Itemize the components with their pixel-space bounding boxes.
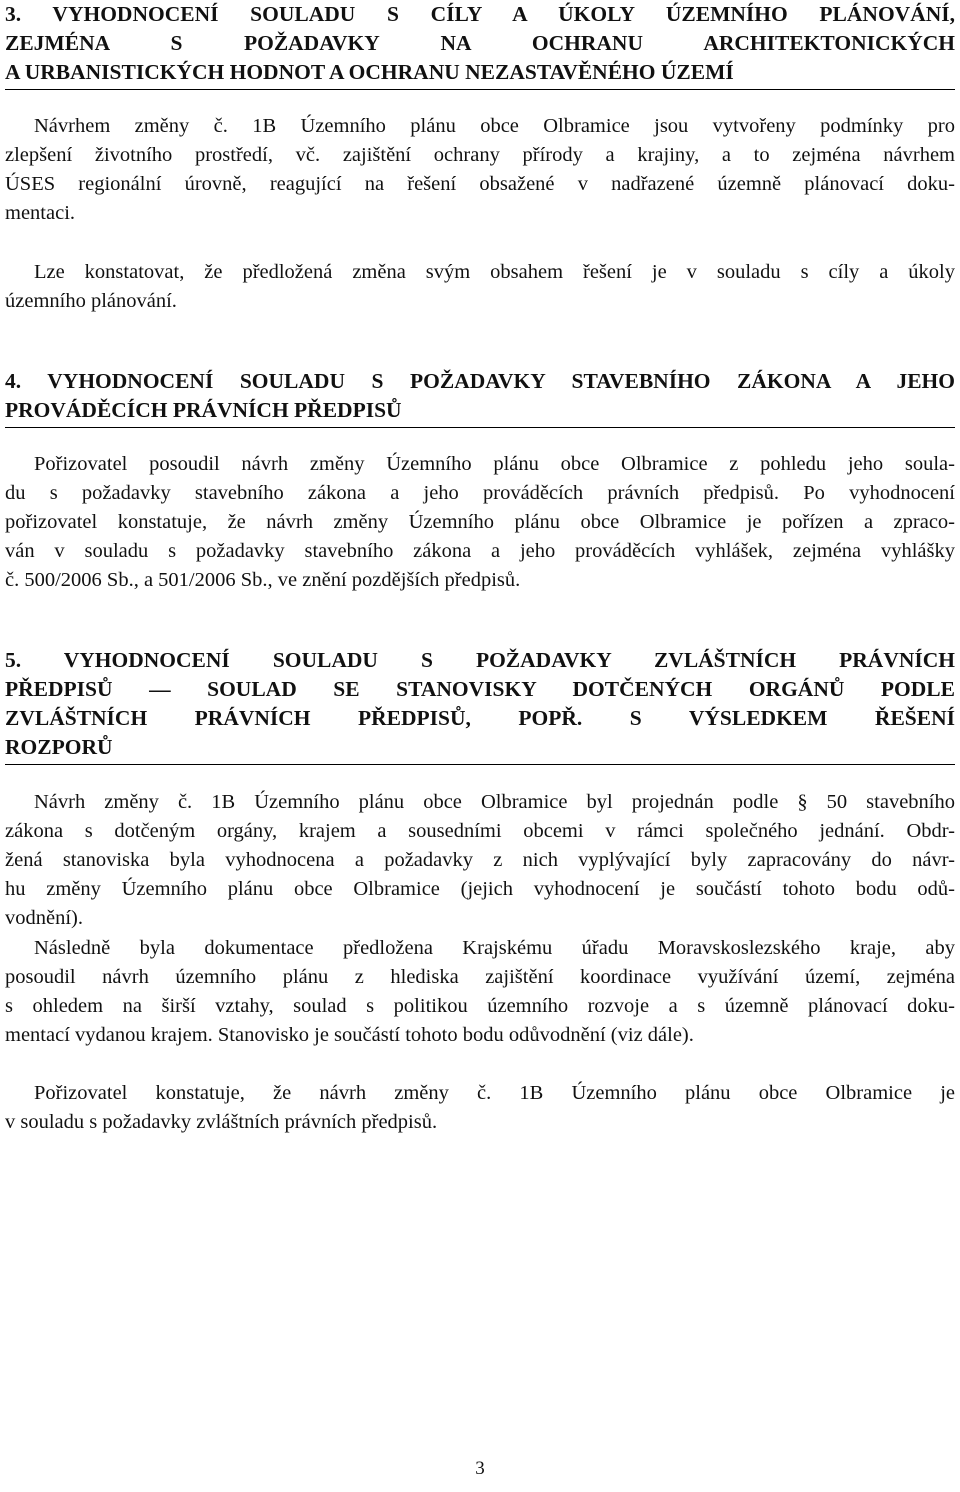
heading-line: 5. VYHODNOCENÍ SOULADU S POŽADAVKY ZVLÁŠTNÍCH PRÁVNÍCH (5, 648, 955, 672)
text-line: zlepšení životního prostředí, vč. zajištění ochrany přírody a krajiny, a to zejména návrhem (5, 144, 955, 166)
heading-line: ROZPORŮ (5, 735, 113, 759)
heading-line: PŘEDPISŮ — SOULAD SE STANOVISKY DOTČENÝCH ORGÁNŮ PODLE (5, 677, 955, 701)
text-line: žená stanoviska byla vyhodnocena a požadavky z nich vyplývající byly zapracovány do návr- (5, 849, 955, 871)
heading-line: 3. VYHODNOCENÍ SOULADU S CÍLY A ÚKOLY ÚZEMNÍHO PLÁNOVÁNÍ, (5, 2, 955, 26)
section-5-paragraph-3 (5, 1079, 955, 1137)
text-line: Následně byla dokumentace předložena Krajskému úřadu Moravskoslezského kraje, aby (34, 937, 955, 959)
section-3-paragraph-2 (5, 258, 955, 316)
section-5-paragraph-2 (5, 934, 955, 1050)
text-line: Pořizovatel konstatuje, že návrh změny č. 1B Územního plánu obce Olbramice je (34, 1082, 955, 1104)
text-line: s ohledem na širší vztahy, soulad s politikou územního rozvoje a s územně plánovací doku- (5, 995, 955, 1017)
heading-line: 4. VYHODNOCENÍ SOULADU S POŽADAVKY STAVEBNÍHO ZÁKONA A JEHO (5, 369, 955, 393)
text-line: č. 500/2006 Sb., a 501/2006 Sb., ve znění pozdějších předpisů. (5, 569, 521, 591)
text-line: hu změny Územního plánu obce Olbramice (jejich vyhodnocení je součástí tohoto bodu odů- (5, 878, 955, 900)
section-5-heading (5, 646, 955, 765)
text-line: posoudil návrh územního plánu z hlediska zajištění koordinace využívání území, zejména (5, 966, 955, 988)
text-line: zákona s dotčeným orgány, krajem a sousedními obcemi v rámci společného jednání. Obdr- (5, 820, 955, 842)
text-line: ván v souladu s požadavky stavebního zákona a jeho prováděcích vyhlášek, zejména vyhlášky (5, 540, 955, 562)
section-5-paragraph-1 (5, 788, 955, 933)
section-3-paragraph-1 (5, 112, 955, 228)
page-number: 3 (475, 1458, 485, 1479)
text-line: územního plánování. (5, 290, 177, 312)
text-line: v souladu s požadavky zvláštních právních předpisů. (5, 1111, 438, 1133)
text-line: Návrhem změny č. 1B Územního plánu obce Olbramice jsou vytvořeny podmínky pro (34, 115, 955, 137)
text-line: mentaci. (5, 202, 76, 224)
section-3-heading (5, 0, 955, 90)
text-line: du s požadavky stavebního zákona a jeho prováděcích právních předpisů. Po vyhodnocení (5, 482, 955, 504)
text-line: vodnění). (5, 907, 83, 929)
heading-line: ZVLÁŠTNÍCH PRÁVNÍCH PŘEDPISŮ, POPŘ. S VÝSLEDKEM ŘEŠENÍ (5, 706, 955, 730)
section-4-paragraph-1 (5, 450, 955, 595)
heading-line: PROVÁDĚCÍCH PRÁVNÍCH PŘEDPISŮ (5, 398, 402, 422)
heading-line: ZEJMÉNA S POŽADAVKY NA OCHRANU ARCHITEKTONICKÝCH (5, 31, 955, 55)
heading-line: A URBANISTICKÝCH HODNOT A OCHRANU NEZASTAVĚNÉHO ÚZEMÍ (5, 60, 734, 84)
section-4-heading (5, 367, 955, 428)
text-line: mentací vydanou krajem. Stanovisko je součástí tohoto bodu odůvodnění (viz dále). (5, 1024, 694, 1046)
text-line: ÚSES regionální úrovně, reagující na řešení obsažené v nadřazené územně plánovací doku- (5, 173, 955, 195)
text-line: Pořizovatel posoudil návrh změny Územního plánu obce Olbramice z pohledu jeho soula- (34, 453, 955, 475)
text-line: pořizovatel konstatuje, že návrh změny Územního plánu obce Olbramice je pořízen a zpraco- (5, 511, 955, 533)
text-line: Lze konstatovat, že předložená změna svým obsahem řešení je v souladu s cíly a úkoly (34, 261, 955, 283)
text-line: Návrh změny č. 1B Územního plánu obce Olbramice byl projednán podle § 50 stavebního (34, 791, 955, 813)
